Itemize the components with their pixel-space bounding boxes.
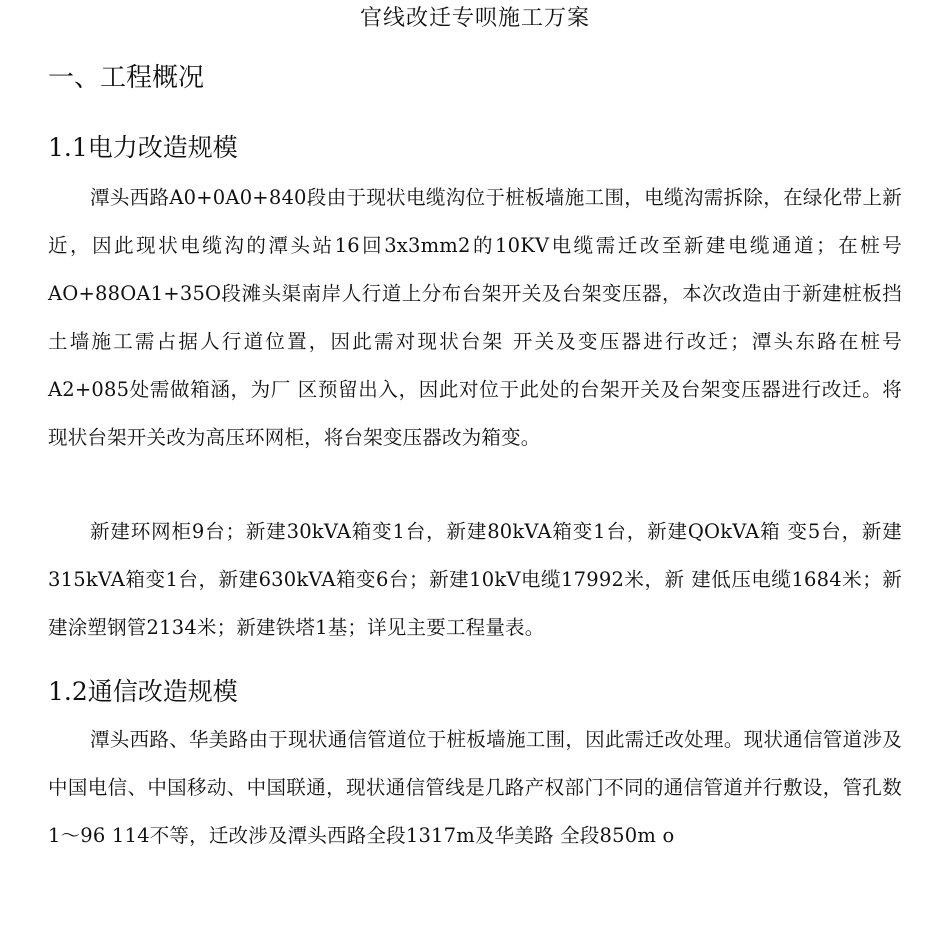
section-heading-overview: 一、工程概况	[48, 63, 205, 93]
paragraph-telecom-scope: 潭头西路、华美路由于现状通信管道位于桩板墙施工围，因此需迁改处理。现状通信管道涉及中国电信、中国移动、中国联通，现状通信管线是几路产权部门不同的通信管道并行敷设，管孔数1〜96 114不等，迁改涉及潭头西路全段1317m及华美路 全段850m o	[48, 728, 902, 847]
subsection-heading-telecom: 1.2通信改造规模	[48, 677, 238, 706]
paragraph-power-scope: 潭头西路A0+0A0+840段由于现状电缆沟位于桩板墙施工围，电缆沟需拆除，在绿化带上新近，因此现状电缆沟的潭头站16回3x3mm2的10KV电缆需迁改至新建电缆通道；在桩号AO+88OA1+35O段滩头渠南岸人行道上分布台架开关及台架变压器，本次改造由于新建桩板挡土墙施工需占据人行道位置，因此需对现状台架 开关及变压器进行改迁；潭头东路在桩号A2+085处需做箱涵，为厂 区预留出入，因此对位于此处的台架开关及台架变压器进行改迁。将现状台架开关改为高压环网柜，将台架变压器改为箱变。	[48, 186, 902, 449]
subsection-heading-power: 1.1电力改造规模	[48, 133, 238, 162]
paragraph-power-quantities: 新建环网柜9台；新建30kVA箱变1台，新建80kVA箱变1台，新建QOkVA箱 变5台，新建315kVA箱变1台，新建630kVA箱变6台；新建10kV电缆17992米，新 建低压电缆1684米；新建涂塑钢管2134米；新建铁塔1基；详见主要工程量表。	[48, 520, 902, 639]
document-title: 官线改迁专呗施工万案	[359, 6, 590, 31]
